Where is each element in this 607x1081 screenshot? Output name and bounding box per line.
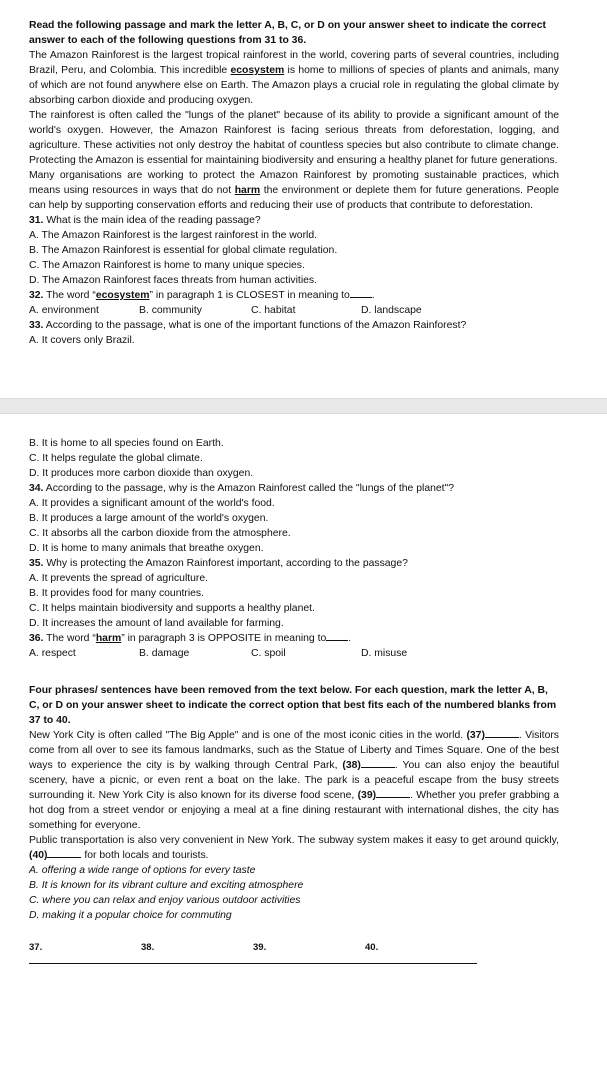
option-31-b: B. The Amazon Rainforest is essential for global climate regulation. — [29, 245, 338, 256]
page-one-content — [29, 18, 559, 348]
question-stem: ” in paragraph 1 is CLOSEST in meaning to — [149, 290, 350, 301]
answer-blank — [47, 848, 81, 858]
option-32-d: D. landscape — [361, 305, 422, 316]
passage-text: the environment or deplete them for future generations. People can help by supporting conservation efforts and reducing their use of products that contribute to deforestation. — [29, 185, 559, 211]
option-32-b: B. community — [139, 305, 202, 316]
answer-blank — [326, 631, 348, 641]
option-32-c: C. habitat — [251, 305, 296, 316]
option-34-d: D. It is home to many animals that breathe oxygen. — [29, 543, 264, 554]
cloze-text: . You can also enjoy the beautiful scenery, have a picnic, or even rent a boat on the lake. The park is a peaceful escape from the busy streets surrounding it. New York City is also known for its diverse food scene, — [29, 760, 560, 801]
question-number: 33. — [29, 320, 44, 331]
question-33 — [29, 318, 559, 333]
page-two — [0, 414, 607, 1081]
cloze-option-c: C. where you can relax and enjoy various outdoor activities — [29, 895, 301, 906]
question-32: 32. The word “ecosystem” in paragraph 1 is CLOSEST in meaning to . — [29, 290, 375, 301]
option-35-d: D. It increases the amount of land available for farming. — [29, 618, 284, 629]
question-31 — [29, 213, 559, 228]
answer-slot-38[interactable] — [141, 940, 253, 964]
question-stem: The word “ — [43, 633, 96, 644]
page-separator — [0, 399, 607, 414]
question-stem: According to the passage, what is one of the important functions of the Amazon Rainforest? — [43, 320, 467, 331]
page-one — [0, 0, 607, 399]
blank-number-39: (39) — [357, 790, 377, 801]
blank-number-38: (38) — [342, 760, 361, 771]
cloze-option-d: D. making it a popular choice for commuting — [29, 910, 232, 921]
passage-paragraph-1 — [29, 48, 559, 108]
answer-line — [253, 955, 365, 964]
option-33-c: C. It helps regulate the global climate. — [29, 453, 203, 464]
passage-text: The Amazon Rainforest is the largest tropical rainforest in the world, covering parts of several countries, including Brazil, Peru, and Colombia. This incredible — [29, 50, 559, 76]
question-number: 32. — [29, 290, 44, 301]
option-34-b: B. It produces a large amount of the world's oxygen. — [29, 513, 269, 524]
question-34 — [29, 481, 559, 496]
option-33-d: D. It produces more carbon dioxide than oxygen. — [29, 468, 254, 479]
question-number: 31. — [29, 215, 44, 226]
underlined-word-ecosystem: ecosystem — [95, 290, 150, 301]
options-36 — [29, 646, 559, 661]
option-31-d: D. The Amazon Rainforest faces threats from human activities. — [29, 275, 317, 286]
option-35-b: B. It provides food for many countries. — [29, 588, 204, 599]
question-number: 36. — [29, 633, 44, 644]
section2-instruction: Four phrases/ sentences have been removed from the text below. For each question, mark the letter A, B, C, or D on your answer sheet to indicate the correct option that best fits each of the numbered blanks from 37 to 40. — [29, 685, 557, 726]
option-34-a: A. It provides a significant amount of the world's food. — [29, 498, 275, 509]
answer-label: 40. — [365, 942, 379, 953]
option-34-c: C. It absorbs all the carbon dioxide from the atmosphere. — [29, 528, 291, 539]
cloze-option-b: B. It is known for its vibrant culture and exciting atmosphere — [29, 880, 304, 891]
answer-blank — [361, 758, 395, 768]
answer-line — [365, 955, 477, 964]
answer-blank — [485, 728, 519, 738]
question-number: 35. — [29, 558, 44, 569]
option-33-a: A. It covers only Brazil. — [29, 335, 135, 346]
question-stem: What is the main idea of the reading passage? — [43, 215, 261, 226]
option-31-c: C. The Amazon Rainforest is home to many unique species. — [29, 260, 305, 271]
cloze-text: Visitors come from all over to see its famous landmarks, such as the Statue of Liberty and Times Square. One of the best ways to experience the city is by walking through Central Park, — [29, 730, 559, 771]
question-number: 34. — [29, 483, 44, 494]
cloze-text: New York City is often called "The Big Apple" and is one of the most iconic cities in the world. — [29, 730, 467, 741]
answer-slot-40[interactable] — [365, 940, 477, 964]
passage-text: Many organisations are working to protect the Amazon Rainforest by promoting sustainable practices, which means using resources in ways that do not — [29, 170, 559, 196]
passage-paragraph-3 — [29, 168, 559, 213]
question-36: 36. The word “harm” in paragraph 3 is OPPOSITE in meaning to . — [29, 633, 352, 644]
answer-blank — [350, 288, 372, 298]
answer-label: 37. — [29, 942, 43, 953]
cloze-text: for both locals and tourists. — [81, 850, 209, 861]
answer-line — [29, 955, 141, 964]
page-two-content — [29, 436, 559, 964]
underlined-word-ecosystem: ecosystem — [230, 65, 285, 76]
blank-number-40: (40) — [29, 850, 48, 861]
answer-slot-39[interactable] — [253, 940, 365, 964]
blank-number-37: (37) — [466, 730, 485, 741]
option-33-b: B. It is home to all species found on Earth. — [29, 438, 224, 449]
cloze-paragraph-1: New York City is often called "The Big Apple" and is one of the most iconic cities in the world. (37) . Visitors come from all over to see its famous landmarks, such as the Statue of Liberty and Times Square. One of the best ways to experience the city is by walking through Central Park, (38) . You can also enjoy the beautiful scenery, have a picnic, or even rent a boat on the lake. The park is a peaceful escape from the busy streets surrounding it. New York City is also known for its diverse food scene, (39) . Whether you prefer grabbing a hot dog from a street vendor or enjoying a meal at a fine dining restaurant with international dishes, the city has something for everyone. — [29, 730, 560, 831]
option-31-a: A. The Amazon Rainforest is the largest rainforest in the world. — [29, 230, 317, 241]
answer-slot-37[interactable] — [29, 940, 141, 964]
option-36-d: D. misuse — [361, 648, 408, 659]
option-32-a: A. environment — [29, 305, 99, 316]
section1-instruction: Read the following passage and mark the letter A, B, C, or D on your answer sheet to indicate the correct answer to each of the following questions from 31 to 36. — [29, 20, 546, 46]
answer-blank — [376, 788, 410, 798]
option-36-a: A. respect — [29, 648, 76, 659]
answer-label: 39. — [253, 942, 267, 953]
option-36-b: B. damage — [139, 648, 190, 659]
question-stem: ” in paragraph 3 is OPPOSITE in meaning to — [121, 633, 327, 644]
answer-line — [141, 955, 253, 964]
option-36-c: C. spoil — [251, 648, 286, 659]
option-35-c: C. It helps maintain biodiversity and supports a healthy planet. — [29, 603, 315, 614]
passage-paragraph-2: The rainforest is often called the "lungs of the planet" because of its ability to provide a significant amount of the world's oxygen. However, the Amazon Rainforest is facing serious threats from deforestation, logging, and agriculture. These activities not only destroy the habitat of countless species but also contribute to climate change. Protecting the Amazon is essential for maintaining biodiversity and ensuring a healthy planet for future generations. — [29, 110, 559, 166]
question-35 — [29, 556, 559, 571]
cloze-paragraph-2 — [29, 833, 559, 863]
answer-label: 38. — [141, 942, 155, 953]
underlined-word-harm: harm — [234, 185, 261, 196]
question-stem: Why is protecting the Amazon Rainforest important, according to the passage? — [43, 558, 408, 569]
options-32 — [29, 303, 559, 318]
answer-slots — [29, 940, 559, 964]
question-stem: According to the passage, why is the Amazon Rainforest called the "lungs of the planet"? — [43, 483, 455, 494]
cloze-text: Public transportation is also very convenient in New York. The subway system makes it easy to get around quickly, — [29, 835, 559, 846]
option-35-a: A. It prevents the spread of agriculture. — [29, 573, 209, 584]
cloze-text: . Whether you prefer grabbing a hot dog from a street vendor or enjoying a meal at a fine dining restaurant with international dishes, the city has something for everyone. — [29, 790, 559, 831]
passage-text: is home to millions of species of plants and animals, many of which are not found anywhere else on Earth. The Amazon plays a crucial role in regulating the global climate by absorbing carbon dioxide and producing oxygen. — [29, 65, 559, 106]
question-stem: The word “ — [43, 290, 96, 301]
cloze-option-a: A. offering a wide range of options for every taste — [29, 865, 256, 876]
underlined-word-harm: harm — [95, 633, 122, 644]
